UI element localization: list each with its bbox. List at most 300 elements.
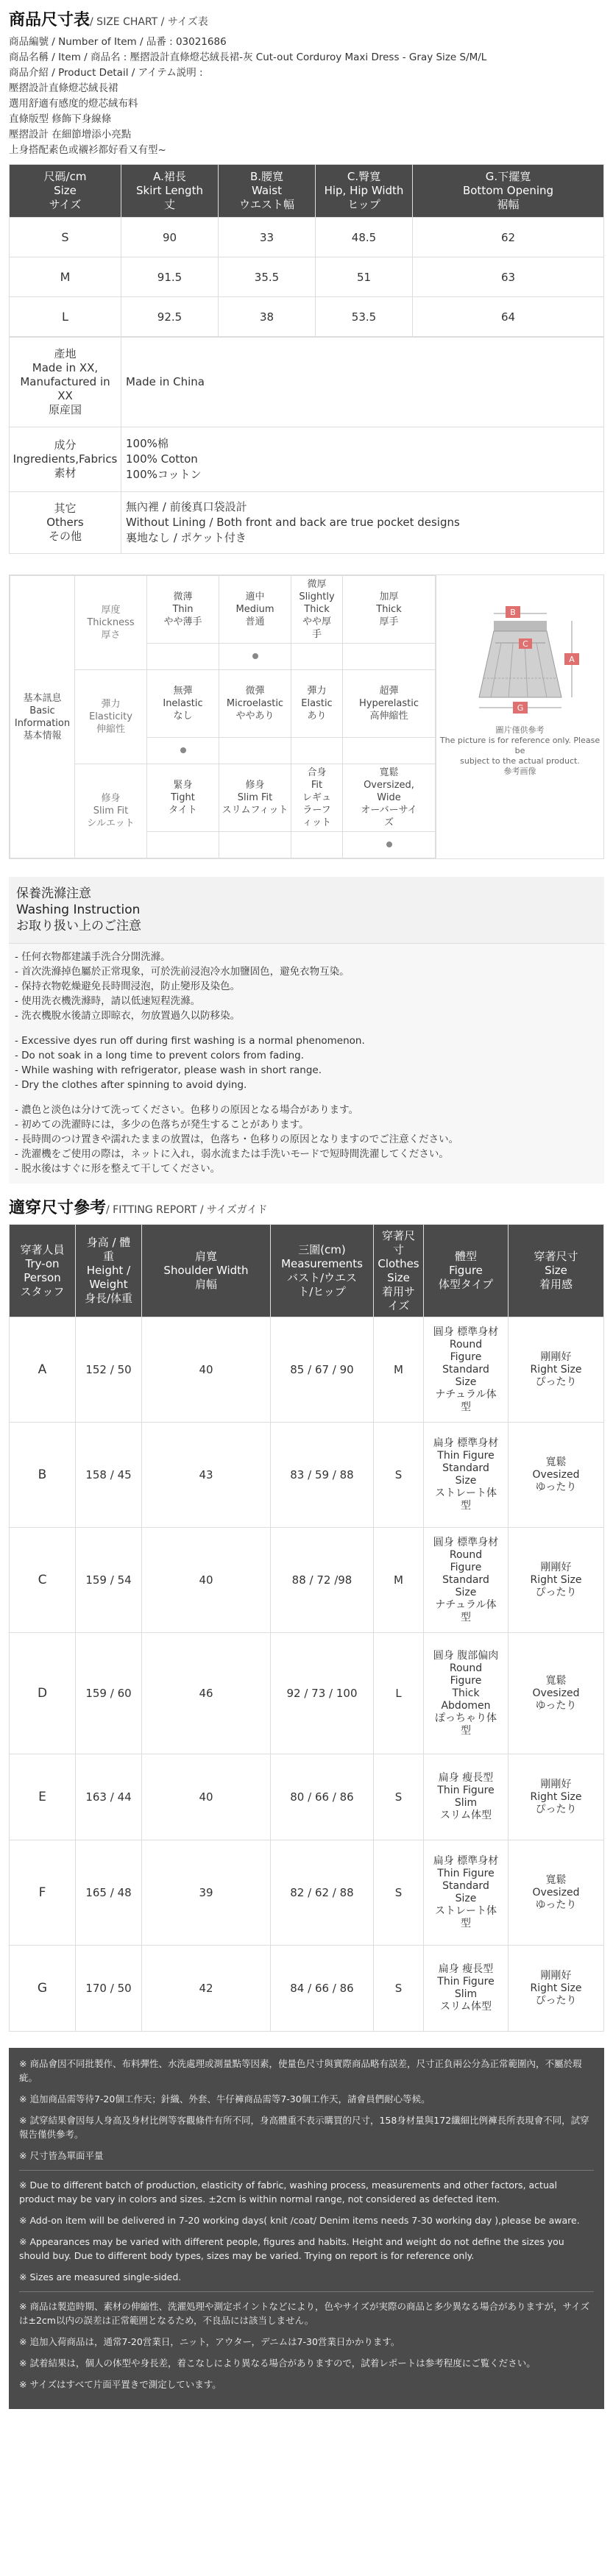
figure-line: 型 bbox=[461, 1611, 471, 1623]
measurements-cell: 84 / 66 / 86 bbox=[271, 1946, 374, 2032]
fit-line: Ovesized bbox=[532, 1468, 580, 1481]
diagram-label-c: C bbox=[522, 639, 528, 649]
selected-dot bbox=[386, 842, 392, 847]
header-line: Size bbox=[387, 1270, 410, 1284]
option-line: Slightly bbox=[299, 591, 335, 602]
label-line: Ingredients,Fabrics bbox=[13, 452, 118, 466]
material-label bbox=[10, 427, 121, 492]
figure-line: スリム体型 bbox=[440, 1810, 492, 1821]
basic-option bbox=[219, 670, 291, 738]
washing-line: - 首次洗滌掉色屬於正常現象，可於洗前浸泡冷水加鹽固色，避免衣物互染。 bbox=[15, 966, 350, 978]
size-value: 90 bbox=[121, 218, 219, 257]
note-line: 參考画像 bbox=[503, 766, 536, 776]
clothes-size-cell: L bbox=[374, 1633, 424, 1754]
washing-title-en: Washing Instruction bbox=[16, 903, 141, 917]
fitting-header-cell bbox=[509, 1225, 604, 1317]
size-label: M bbox=[10, 257, 121, 297]
info-line: 壓摺設計 在細節增添小亮點 bbox=[9, 129, 132, 140]
figure-line: 扁身 瘦長型 bbox=[438, 1963, 494, 1975]
header-line: 身長/体重 bbox=[84, 1292, 133, 1305]
size-chart-heading bbox=[9, 0, 604, 35]
option-line: Fit bbox=[311, 780, 323, 791]
notes-block bbox=[9, 2048, 604, 2409]
basic-marker-cell bbox=[343, 738, 436, 764]
size-value: 48.5 bbox=[316, 218, 413, 257]
note-item: ※ 尺寸皆為單面平量 bbox=[19, 2150, 104, 2161]
clothes-size-cell: S bbox=[374, 1946, 424, 2032]
size-header-cell bbox=[10, 165, 121, 218]
basic-option bbox=[147, 764, 219, 832]
category-line: 修身 bbox=[101, 793, 121, 804]
fit-line: 剛剛好 bbox=[540, 1561, 572, 1573]
header-line: Clothes bbox=[378, 1256, 419, 1270]
option-line: 手 bbox=[311, 629, 322, 640]
measurements-cell: 85 / 67 / 90 bbox=[271, 1317, 374, 1423]
header-line: 肩幅 bbox=[194, 1278, 217, 1291]
option-line: 緊身 bbox=[173, 780, 193, 791]
basic-marker-cell bbox=[219, 832, 291, 858]
note-item: ※ 試穿結果會因每人身高及身材比例等客觀條件有所不同，身高體重不表示購買的尺寸，158身材量與172纖細比例褲長所表現會不同，試穿報告僅供參考。 bbox=[19, 2115, 589, 2140]
category-line: 厚さ bbox=[101, 630, 121, 641]
option-line: Thick bbox=[304, 604, 330, 615]
washing-line: - 濃色と淡色は分けて洗ってください。色移りの原因となる場合があります。 bbox=[15, 1104, 359, 1116]
fit-cell bbox=[509, 1633, 604, 1754]
figure-line: 圓身 腹部偏肉 bbox=[433, 1649, 499, 1662]
washing-line: - 脱水後はすぐに形を整えて干してください。 bbox=[15, 1163, 221, 1175]
size-value: 91.5 bbox=[121, 257, 219, 297]
fit-line: Right Size bbox=[530, 1363, 582, 1376]
notes-divider bbox=[19, 2170, 594, 2171]
clothes-size-cell: M bbox=[374, 1317, 424, 1423]
header-line: Size bbox=[545, 1264, 567, 1277]
note-item: ※ Sizes are measured single-sided. bbox=[19, 2271, 182, 2283]
washing-line: - 使用洗衣機洗滌時，請以低速短程洗滌。 bbox=[15, 995, 201, 1007]
height-weight-cell: 152 / 50 bbox=[76, 1317, 142, 1423]
person-cell: G bbox=[10, 1946, 76, 2032]
fit-line: ぴったり bbox=[535, 1994, 577, 2007]
washing-instructions bbox=[9, 944, 604, 1184]
material-row bbox=[10, 427, 604, 492]
category-line: 彈力 bbox=[101, 699, 121, 710]
info-line: 上身搭配素色或襯衫都好看又有型~ bbox=[9, 144, 166, 156]
value-line: 100%コットン bbox=[126, 468, 202, 481]
measurements-cell: 92 / 73 / 100 bbox=[271, 1633, 374, 1754]
clothes-size-cell: S bbox=[374, 1840, 424, 1946]
figure-cell bbox=[424, 1633, 509, 1754]
measurements-cell: 80 / 66 / 86 bbox=[271, 1754, 374, 1840]
info-line: 選用舒適有感度的燈芯絨布料 bbox=[9, 98, 138, 110]
shoulder-cell: 46 bbox=[142, 1633, 271, 1754]
header-line: Height / bbox=[86, 1264, 131, 1277]
header-line: Figure bbox=[449, 1264, 483, 1277]
washing-line: - Excessive dyes run off during first washing is a normal phenomenon. bbox=[15, 1035, 365, 1047]
basic-marker-cell bbox=[291, 832, 343, 858]
category-line: Slim Fit bbox=[93, 805, 129, 816]
fitting-row bbox=[10, 1946, 604, 2032]
option-line: Inelastic bbox=[163, 698, 203, 709]
figure-cell bbox=[424, 1423, 509, 1528]
label-line: 素材 bbox=[54, 466, 77, 480]
size-label: S bbox=[10, 218, 121, 257]
washing-line: - 洗濯機をご使用の際は，ネットに入れ，弱水流または手洗いモードで短時間洗濯してください。 bbox=[15, 1148, 449, 1160]
basic-marker-cell bbox=[291, 644, 343, 670]
note-item: ※ Add-on item will be delivered in 7-20 working days( knit /coat/ Denim items needs 7-30 working day ),please be aware. bbox=[19, 2215, 580, 2226]
basic-option bbox=[343, 670, 436, 738]
basic-option bbox=[291, 764, 343, 832]
note-item: ※ Due to different batch of production, elasticity of fabric, washing process, measurements and other factors, actual product may be vary in colors and sizes. ±2cm is within normal range, not considered as defected item. bbox=[19, 2180, 557, 2205]
figure-cell bbox=[424, 1754, 509, 1840]
selected-dot bbox=[252, 653, 258, 659]
basic-option bbox=[147, 670, 219, 738]
height-weight-cell: 163 / 44 bbox=[76, 1754, 142, 1840]
label-line: Made in XX, bbox=[32, 361, 99, 374]
fit-line: 剛剛好 bbox=[540, 1351, 572, 1363]
figure-line: Figure bbox=[450, 1674, 482, 1687]
label-line: その他 bbox=[48, 530, 82, 543]
basic-marker-cell bbox=[291, 738, 343, 764]
washing-line: - Do not soak in a long time to prevent colors from fading. bbox=[15, 1050, 305, 1061]
figure-line: 型 bbox=[461, 1918, 471, 1929]
header-line: ウエスト幅 bbox=[238, 198, 294, 211]
figure-line: ナチュラル体 bbox=[435, 1388, 497, 1401]
fit-line: Right Size bbox=[530, 1790, 582, 1803]
skirt-diagram bbox=[442, 575, 598, 722]
size-chart-subtitle: / SIZE CHART / サイズ表 bbox=[90, 16, 208, 28]
figure-line: Size bbox=[455, 1893, 477, 1904]
shoulder-cell: 40 bbox=[142, 1317, 271, 1423]
option-line: ややあり bbox=[235, 711, 274, 722]
figure-line: 圓身 標準身材 bbox=[433, 1326, 499, 1338]
clothes-size-cell: S bbox=[374, 1423, 424, 1528]
spacer bbox=[15, 1092, 598, 1103]
height-weight-cell: 158 / 45 bbox=[76, 1423, 142, 1528]
person-cell: B bbox=[10, 1423, 76, 1528]
option-line: 厚手 bbox=[379, 616, 399, 627]
header-line: Shoulder Width bbox=[163, 1264, 249, 1277]
note-item: ※ Appearances may be varied with different people, figures and habits. Height and weight do not define the sizes you should buy. Due to different body types, sizes may be varied. Trying on report is for reference only. bbox=[19, 2236, 564, 2261]
category-line: シルエット bbox=[87, 818, 135, 829]
header-line: C.臀寬 bbox=[347, 170, 381, 183]
option-line: 加厚 bbox=[379, 591, 399, 602]
figure-cell bbox=[424, 1840, 509, 1946]
other-value bbox=[121, 492, 604, 554]
header-line: 尺碼/cm bbox=[43, 170, 87, 183]
figure-line: Slim bbox=[454, 1797, 478, 1809]
fit-line: ぴったり bbox=[535, 1376, 577, 1388]
origin-row bbox=[10, 338, 604, 427]
figure-line: Figure bbox=[450, 1351, 482, 1363]
fitting-header-cell bbox=[10, 1225, 76, 1317]
size-value: 64 bbox=[413, 297, 604, 337]
header-line: Person bbox=[24, 1270, 61, 1284]
height-weight-cell: 165 / 48 bbox=[76, 1840, 142, 1946]
figure-line: ストレート体 bbox=[435, 1487, 497, 1499]
header-line: Measurements bbox=[281, 1256, 363, 1270]
figure-line: Round bbox=[449, 1338, 483, 1351]
fitting-header-cell bbox=[271, 1225, 374, 1317]
size-header-cell bbox=[413, 165, 604, 218]
header-line: Try-on bbox=[25, 1256, 60, 1270]
basic-marker-cell bbox=[147, 644, 219, 670]
figure-line: Thin Figure bbox=[437, 1785, 495, 1796]
height-weight-cell: 170 / 50 bbox=[76, 1946, 142, 2032]
header-line: Waist bbox=[252, 184, 282, 197]
fit-line: 寬鬆 bbox=[545, 1456, 567, 1468]
header-line: 穿著人員 bbox=[20, 1242, 65, 1256]
fit-line: Right Size bbox=[530, 1573, 582, 1586]
size-header-cell bbox=[121, 165, 219, 218]
washing-line: - 初めての洗濯時には，多少の色落ちが発生することがあります。 bbox=[15, 1119, 309, 1131]
measurements-cell: 83 / 59 / 88 bbox=[271, 1423, 374, 1528]
size-header-cell bbox=[219, 165, 316, 218]
value-line: 100%棉 bbox=[126, 437, 169, 450]
size-table-body bbox=[10, 218, 604, 337]
option-line: Slim Fit bbox=[237, 792, 273, 803]
basic-category bbox=[75, 670, 147, 764]
label-line: Basic bbox=[29, 705, 55, 716]
notes-divider bbox=[19, 2291, 594, 2292]
size-value: 38 bbox=[219, 297, 316, 337]
fit-cell bbox=[509, 1317, 604, 1423]
person-cell: C bbox=[10, 1528, 76, 1633]
figure-line: Standard bbox=[442, 1573, 489, 1586]
basic-marker-cell bbox=[219, 738, 291, 764]
size-row bbox=[10, 297, 604, 337]
washing-line: - 洗衣機脫水後請立即晾衣，勿放置過久以防移染。 bbox=[15, 1010, 241, 1022]
person-cell: E bbox=[10, 1754, 76, 1840]
washing-line: - 保持衣物乾燥避免長時間浸泡，防止變形及染色。 bbox=[15, 981, 241, 992]
fitting-table-header bbox=[10, 1225, 604, 1317]
header-line: 身高 / 體 bbox=[86, 1236, 131, 1249]
header-line: Weight bbox=[89, 1278, 128, 1291]
option-line: 普通 bbox=[245, 616, 265, 627]
figure-line: 扁身 標準身材 bbox=[433, 1855, 499, 1867]
washing-title-ja: お取り扱い上のご注意 bbox=[16, 919, 141, 933]
skirt-diagram-panel bbox=[436, 575, 603, 858]
figure-line: 型 bbox=[461, 1500, 471, 1512]
category-line: Thickness bbox=[87, 617, 135, 628]
size-row bbox=[10, 218, 604, 257]
header-line: 裾幅 bbox=[497, 198, 520, 211]
size-row bbox=[10, 257, 604, 297]
basic-option bbox=[219, 576, 291, 644]
basic-info-grid bbox=[10, 575, 436, 858]
figure-cell bbox=[424, 1317, 509, 1423]
category-line: 厚度 bbox=[101, 605, 121, 616]
size-value: 62 bbox=[413, 218, 604, 257]
figure-line: Standard bbox=[442, 1880, 489, 1892]
info-line: 商品介紹 / Product Detail / アイテム説明 : bbox=[9, 67, 203, 79]
figure-line: Thick bbox=[452, 1687, 480, 1699]
option-line: ィット bbox=[302, 817, 331, 828]
basic-info bbox=[9, 574, 604, 859]
category-line: Elasticity bbox=[89, 711, 132, 722]
header-line: ヒップ bbox=[347, 198, 380, 211]
figure-line: 扁身 瘦長型 bbox=[438, 1772, 494, 1784]
figure-line: ストレート体 bbox=[435, 1905, 497, 1917]
fit-line: Right Size bbox=[530, 1982, 582, 1994]
option-line: Thick bbox=[376, 604, 402, 615]
size-value: 51 bbox=[316, 257, 413, 297]
fit-line: Ovesized bbox=[532, 1687, 580, 1699]
fitting-heading bbox=[9, 1184, 604, 1224]
header-line: 寸 bbox=[392, 1242, 404, 1256]
shoulder-cell: 42 bbox=[142, 1946, 271, 2032]
person-cell: A bbox=[10, 1317, 76, 1423]
figure-line: Size bbox=[455, 1475, 477, 1487]
header-line: B.腰寬 bbox=[249, 170, 284, 183]
basic-option bbox=[291, 670, 343, 738]
size-value: 33 bbox=[219, 218, 316, 257]
option-line: Wide bbox=[377, 792, 401, 803]
note-item: ※ 商品會因不同批製作、布料彈性、水洗處理或測量點等因素，使量色尺寸與實際商品略有誤差，尺寸正負兩公分為正常範圍內，不屬於瑕疵。 bbox=[19, 2058, 582, 2083]
fit-cell bbox=[509, 1946, 604, 2032]
option-line: Medium bbox=[235, 604, 274, 615]
option-line: レギュ bbox=[302, 792, 331, 803]
fitting-table bbox=[9, 1224, 604, 2032]
basic-marker-cell bbox=[219, 644, 291, 670]
header-line: イズ bbox=[387, 1298, 410, 1312]
shoulder-cell: 39 bbox=[142, 1840, 271, 1946]
header-line: Hip, Hip Width bbox=[324, 184, 404, 197]
option-line: 高伸縮性 bbox=[369, 711, 408, 722]
option-line: 寬鬆 bbox=[379, 767, 399, 778]
option-line: 微彈 bbox=[245, 686, 265, 697]
size-value: 63 bbox=[413, 257, 604, 297]
fit-line: Ovesized bbox=[532, 1886, 580, 1899]
size-chart-title: 商品尺寸表 bbox=[9, 11, 91, 29]
person-cell: F bbox=[10, 1840, 76, 1946]
basic-option-row bbox=[10, 576, 436, 644]
figure-line: Round bbox=[449, 1662, 483, 1674]
washing-heading bbox=[9, 877, 604, 944]
figure-cell bbox=[424, 1946, 509, 2032]
measurements-cell: 88 / 72 /98 bbox=[271, 1528, 374, 1633]
basic-option bbox=[147, 576, 219, 644]
note-item: ※ サイズはすべて片面平置きで測定しています。 bbox=[19, 2379, 222, 2390]
header-line: 穿著尺寸 bbox=[534, 1250, 578, 1263]
option-line: やや薄手 bbox=[163, 616, 202, 627]
value-line: Without Lining / Both front and back are true pocket designs bbox=[126, 516, 460, 529]
figure-line: スリム体型 bbox=[440, 2001, 492, 2013]
fitting-subtitle: / FITTING REPORT / サイズガイド bbox=[106, 1204, 268, 1216]
option-line: スリムフィット bbox=[222, 805, 288, 816]
header-line: 丈 bbox=[163, 198, 175, 211]
fit-cell bbox=[509, 1528, 604, 1633]
figure-line: Figure bbox=[450, 1561, 482, 1573]
size-value: 35.5 bbox=[219, 257, 316, 297]
fit-cell bbox=[509, 1754, 604, 1840]
header-line: バスト/ウエス bbox=[286, 1270, 358, 1284]
info-line: 直條版型 修飾下身線條 bbox=[9, 113, 112, 125]
label-line: Manufactured in bbox=[20, 375, 110, 388]
selected-dot bbox=[180, 747, 186, 753]
fitting-row bbox=[10, 1317, 604, 1423]
option-line: タイト bbox=[169, 805, 197, 816]
basic-category bbox=[75, 576, 147, 670]
header-line: Skirt Length bbox=[136, 184, 203, 197]
option-line: 微厚 bbox=[307, 579, 327, 590]
fitting-row bbox=[10, 1528, 604, 1633]
height-weight-cell: 159 / 54 bbox=[76, 1528, 142, 1633]
person-cell: D bbox=[10, 1633, 76, 1754]
fitting-row bbox=[10, 1840, 604, 1946]
label-line: XX bbox=[57, 389, 73, 402]
fitting-title: 適穿尺寸參考 bbox=[9, 1199, 107, 1217]
option-line: Oversized, bbox=[364, 780, 414, 791]
fit-cell bbox=[509, 1840, 604, 1946]
fit-line: 寬鬆 bbox=[545, 1874, 567, 1886]
figure-line: Thin Figure bbox=[437, 1450, 495, 1462]
fit-line: ぴったり bbox=[535, 1803, 577, 1815]
other-row bbox=[10, 492, 604, 554]
label-line: 基本訊息 bbox=[23, 692, 62, 704]
diagram-label-a: A bbox=[568, 655, 575, 664]
label-line: Information bbox=[14, 717, 71, 729]
header-line: A.裙長 bbox=[153, 170, 186, 183]
note-line: subject to the actual product. bbox=[460, 756, 580, 766]
figure-line: Slim bbox=[454, 1988, 478, 2000]
header-line: Bottom Opening bbox=[462, 184, 554, 197]
size-value: 92.5 bbox=[121, 297, 219, 337]
figure-line: 型 bbox=[461, 1401, 471, 1413]
clothes-size-cell: M bbox=[374, 1528, 424, 1633]
fit-line: ゆったり bbox=[535, 1699, 577, 1712]
option-line: オーバーサイ bbox=[361, 805, 417, 816]
basic-marker-cell bbox=[147, 832, 219, 858]
header-line: スタッフ bbox=[20, 1284, 65, 1298]
origin-label bbox=[10, 338, 121, 427]
height-weight-cell: 159 / 60 bbox=[76, 1633, 142, 1754]
basic-option bbox=[291, 576, 343, 644]
size-value: 53.5 bbox=[316, 297, 413, 337]
fit-line: ぴったり bbox=[535, 1586, 577, 1598]
fit-line: ゆったり bbox=[535, 1481, 577, 1493]
option-line: Tight bbox=[171, 792, 195, 803]
basic-option bbox=[343, 576, 436, 644]
header-line: 重 bbox=[102, 1250, 114, 1263]
fit-line: 剛剛好 bbox=[540, 1778, 572, 1790]
fitting-header-cell bbox=[424, 1225, 509, 1317]
material-value bbox=[121, 427, 604, 492]
basic-marker-cell bbox=[343, 644, 436, 670]
option-line: 微薄 bbox=[173, 591, 193, 602]
header-line: サイズ bbox=[49, 198, 82, 211]
fitting-row bbox=[10, 1633, 604, 1754]
basic-info-label bbox=[10, 576, 75, 858]
product-info bbox=[9, 35, 604, 164]
figure-line: Standard bbox=[442, 1363, 489, 1376]
header-line: 着用サ bbox=[381, 1284, 415, 1298]
figure-line: ナチュラル体 bbox=[435, 1598, 497, 1611]
diagram-label-b: B bbox=[509, 608, 516, 617]
basic-marker-cell bbox=[147, 738, 219, 764]
fitting-header-cell bbox=[76, 1225, 142, 1317]
label-line: 產地 bbox=[54, 347, 77, 360]
header-line: Size bbox=[54, 184, 77, 197]
label-line: Others bbox=[46, 516, 84, 529]
basic-option bbox=[343, 764, 436, 832]
note-line: 圖片僅供參考 bbox=[495, 725, 545, 735]
diagram-label-g: G bbox=[517, 703, 523, 713]
note-item: ※ 追加入荷商品は，通常7-20営業日，ニット，アウター，デニムは7-30営業日かかります。 bbox=[19, 2336, 400, 2347]
size-label: L bbox=[10, 297, 121, 337]
option-line: やや厚 bbox=[302, 616, 331, 627]
option-line: なし bbox=[173, 711, 193, 722]
origin-value: Made in China bbox=[121, 338, 604, 427]
figure-line: 扁身 標準身材 bbox=[433, 1437, 499, 1449]
option-line: Elastic bbox=[301, 698, 333, 709]
